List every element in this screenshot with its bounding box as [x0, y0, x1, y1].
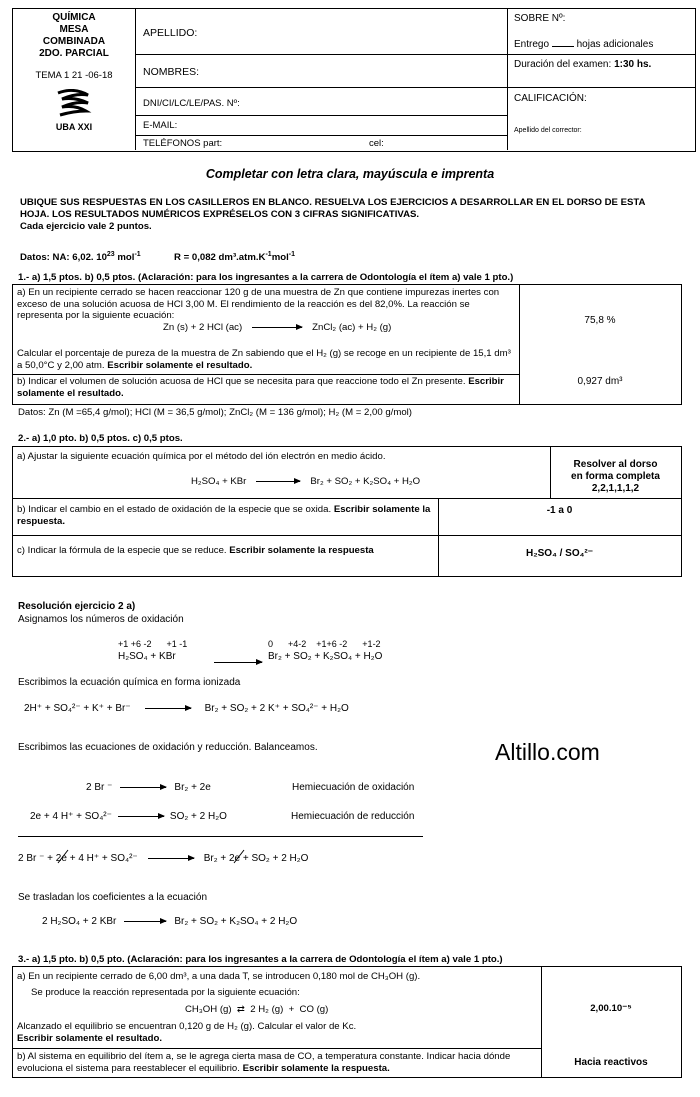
duracion-value: 1:30 hs. [614, 59, 652, 70]
course-line-2: MESA [59, 24, 89, 35]
eq-right: Br₂ + SO₂ + K₂SO₄ + H₂O [268, 651, 383, 662]
instructions-line-1: UBIQUE SUS RESPUESTAS EN LOS CASILLEROS EN BLANCO. RESUELVA LOS EJERCICIOS A DESARROLLAR EN EL DORSO DE ESTA [20, 197, 646, 208]
ex3-b-answer: Hacia reactivos [574, 1057, 648, 1068]
ex1-a-equation: Zn (s) + 2 HCl (ac) ZnCl₂ (ac) + H₂ (g) [163, 322, 392, 333]
ex1-b-answer: 0,927 dm³ [577, 376, 623, 387]
email-label: E-MAIL: [143, 120, 178, 131]
ex1-b-question: b) Indicar el volumen de solución acuosa de HCl que se necesita para que reaccione todo el Zn presente. Escribir solamente el resultado. [17, 376, 504, 399]
watermark: Altillo.com [495, 739, 600, 765]
corrector-label: Apellido del corrector: [514, 127, 582, 134]
telefonos-label: TELÉFONOS part: [143, 138, 223, 149]
ex1-datos: Datos: Zn (M =65,4 g/mol); HCl (M = 36,5 g/mol); ZnCl₂ (M = 136 g/mol); H₂ (M = 2,00 g/mol) [18, 407, 412, 418]
ex2-c-answer: H₂SO₄ / SO₄²⁻ [525, 548, 594, 559]
ex1-a-question: Calcular el porcentaje de pureza de la muestra de Zn sabiendo que el H₂ (g) se recoge en un recipiente de 15,1 dm³ a 50,0°C y 2,00 atm. Escribir solamente el resultado. [17, 348, 511, 371]
cancel-mark-left [56, 849, 72, 865]
dni-label: DNI/CI/LC/LE/PAS. Nº: [143, 98, 240, 109]
ex2-a-text: a) Ajustar la siguiente ecuación química por el método del ión electrón en medio ácido. [17, 451, 386, 462]
resolution-step-1: Asignamos los números de oxidación [18, 614, 184, 625]
course-line-1: QUÍMICA [52, 12, 96, 23]
ex3-heading: 3.- a) 1,5 pto. b) 0,5 pto. (Aclaración: para los ingresantes a la carrera de Odontología el ítem a) vale 1 pto.) [18, 954, 503, 965]
ex3-a-text-1: a) En un recipiente cerrado de 6,00 dm³, a una dada T, se introducen 0,180 mol de CH₃OH (g). [17, 971, 421, 982]
ex2-a-equation: H₂SO₄ + KBr Br₂ + SO₂ + K₂SO₄ + H₂O [191, 476, 421, 487]
final-equation: 2 H₂SO₄ + 2 KBr Br₂ + SO₂ + K₂SO₄ + 2 H₂O [42, 916, 298, 927]
course-line-4: 2DO. PARCIAL [39, 48, 109, 59]
cel-label: cel: [369, 138, 384, 149]
resolution-title: Resolución ejercicio 2 a) [18, 601, 136, 612]
apellido-label: APELLIDO: [143, 27, 198, 39]
calificacion-label: CALIFICACIÓN: [514, 93, 587, 104]
uba-logo-icon [54, 89, 94, 119]
ex3-a-answer: 2,00.10⁻⁵ [590, 1003, 632, 1014]
page-title: Completar con letra clara, mayúscula e imprenta [205, 167, 495, 181]
eq-arrow-1 [208, 656, 268, 668]
reduction-label: Hemiecuación de reducción [291, 811, 415, 822]
hojas-adicionales-label: hojas adicionales [576, 39, 654, 50]
ex3-a-question: Alcanzado el equilibrio se encuentran 0,120 g de H₂ (g). Calcular el valor de Kc. Escribir solamente el resultado. [17, 1021, 357, 1044]
ex1-heading: 1.- a) 1,5 ptos. b) 0,5 ptos. (Aclaración: para los ingresantes a la carrera de Odontología el ítem a) vale 1 pto.) [18, 272, 514, 283]
logo-text: UBA XXI [55, 122, 93, 132]
nombres-label: NOMBRES: [143, 66, 200, 78]
ionic-equation: 2H⁺ + SO₄²⁻ + K⁺ + Br⁻ Br₂ + SO₂ + 2 K⁺ + SO₄²⁻ + H₂O [24, 703, 349, 714]
instructions-line-2: HOJA. LOS RESULTADOS NUMÉRICOS EXPRÉSELOS CON 3 CIFRAS SIGNIFICATIVAS. [20, 209, 420, 220]
ex2-a-answer: Resolver al dorso en forma completa 2,2,1,1,1,2 [571, 459, 660, 494]
ex1-a-text: a) En un recipiente cerrado se hacen reaccionar 120 g de una muestra de Zn que contiene impurezas inertes con exceso de una solución acuosa de HCl 3,00 M. El rendimiento de la reacción es del 82,0%. La reacción se representa por la siguiente ecuación: [17, 287, 500, 321]
instructions-line-3: Cada ejercicio vale 2 puntos. [20, 221, 152, 232]
resolution-step-2: Escribimos la ecuación química en forma ionizada [18, 677, 241, 688]
resolution-step-4: Se trasladan los coeficientes a la ecuación [18, 892, 208, 903]
ex3-a-text-2: Se produce la reacción representada por la siguiente ecuación: [31, 987, 300, 998]
ex2-c-question: c) Indicar la fórmula de la especie que se reduce. Escribir solamente la respuesta [17, 545, 374, 556]
course-line-3: COMBINADA [42, 36, 106, 47]
ex2-b-answer: -1 a 0 [546, 505, 573, 516]
ex1-a-answer: 75,8 % [584, 315, 616, 326]
sobre-label: SOBRE Nº: [514, 13, 566, 24]
sum-divider [18, 836, 423, 837]
tema-label: TEMA 1 21 -06-18 [35, 70, 113, 81]
eq-left: H₂SO₄ + KBr [118, 651, 176, 662]
oxidation-half-equation: 2 Br ⁻ Br₂ + 2e [86, 782, 211, 793]
ex2-heading: 2.- a) 1,0 pto. b) 0,5 ptos. c) 0,5 ptos. [18, 433, 183, 444]
ox-numbers-right: 0 +4-2 +1+6 -2 +1-2 [268, 639, 381, 649]
uba-logo [13, 89, 135, 132]
ox-numbers-left: +1 +6 -2 +1 -1 [118, 639, 188, 649]
entrego-label: Entrego [514, 39, 550, 50]
ex3-table [12, 966, 682, 1078]
resolution-step-3: Escribimos las ecuaciones de oxidación y reducción. Balanceamos. [18, 742, 318, 753]
reduction-half-equation: 2e + 4 H⁺ + SO₄²⁻ SO₂ + 2 H₂O [30, 811, 227, 822]
ex3-a-equation: CH₃OH (g) ⇄ 2 H₂ (g) + CO (g) [185, 1004, 329, 1015]
oxidation-label: Hemiecuación de oxidación [292, 782, 415, 793]
ex2-table [12, 446, 682, 577]
sum-equation: 2 Br ⁻ + 2e + 4 H⁺ + SO₄²⁻ Br₂ + 2e + SO₂ + 2 H₂O [18, 853, 309, 864]
cancel-mark-right [232, 849, 248, 865]
datos-line: Datos: NA: 6,02. $10^{23}$ mol$^{-1}$ R = 0,082 $dm^3.atm.K^{-1}mol^{-1}$ [20, 251, 295, 264]
duracion-label: Duración del examen: [514, 59, 612, 70]
ex3-b-question: b) Al sistema en equilibrio del ítem a, se le agrega cierta masa de CO, a temperatura constante. Indicar hacia dónde evoluciona el sistema para reestablecer el equilibrio. Escribir solamente la respuesta. [17, 1051, 511, 1074]
ex1-table [12, 284, 682, 405]
header-box [12, 8, 696, 152]
ex2-b-question: b) Indicar el cambio en el estado de oxidación de la especie que se oxida. Escribir solamente la respuesta. [17, 504, 431, 527]
